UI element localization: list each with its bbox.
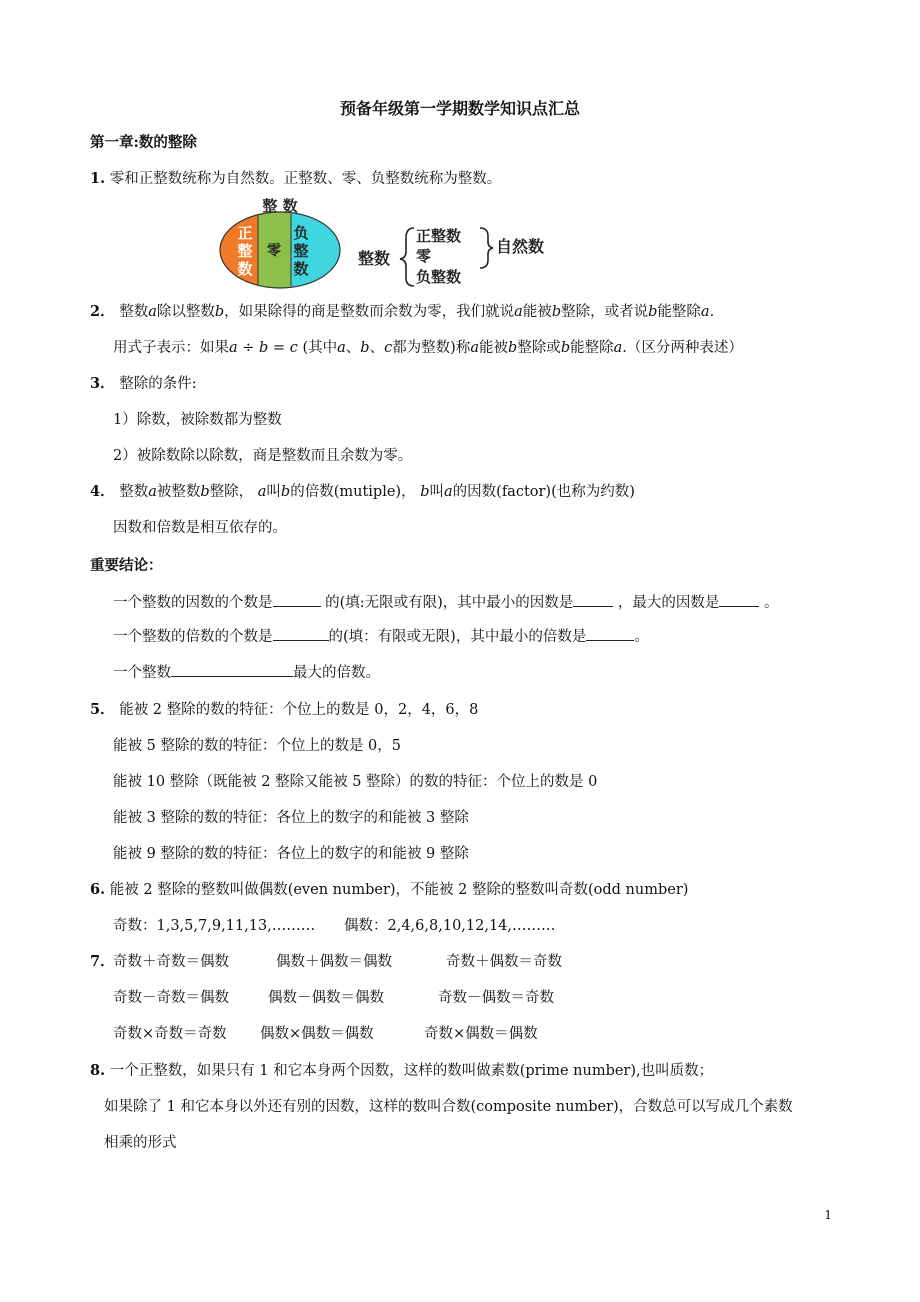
fill-blank[interactable] bbox=[273, 626, 329, 641]
conclusion-line-1 bbox=[113, 592, 779, 613]
section-text: 一个正整数，如果只有 1 和它本身两个因数，这样的数叫做素数(prime number),也叫质数； bbox=[109, 1063, 714, 1079]
text-run: 能被 bbox=[522, 304, 552, 320]
left-brace bbox=[400, 228, 414, 286]
text-run: (其中 bbox=[302, 340, 338, 356]
text-run: 整数 bbox=[119, 304, 149, 320]
pie-right-char: 负 bbox=[293, 224, 309, 242]
integer-classification-figure bbox=[210, 194, 570, 290]
parity-rule: 奇数×偶数＝偶数 bbox=[424, 1026, 538, 1042]
pie-left-char: 整 bbox=[237, 242, 253, 260]
pie-left-char: 数 bbox=[237, 260, 253, 278]
section-number: 6. bbox=[90, 881, 106, 898]
parity-rule: 奇数×奇数＝奇数 bbox=[113, 1026, 227, 1042]
page-title: 预备年级第一学期数学知识点汇总 bbox=[339, 99, 580, 118]
condition-2: 2）被除数除以除数，商是整数而且余数为零。 bbox=[113, 448, 413, 464]
rule-line: 能被 9 整除的数的特征：各位上的数字的和能被 9 整除 bbox=[113, 846, 469, 862]
pie-left-char: 正 bbox=[237, 224, 253, 242]
text-run: 除以整数 bbox=[156, 304, 215, 320]
fill-blank[interactable] bbox=[719, 592, 759, 607]
section-2-line-2: 用式子表示：如果a ÷ b = c (其中a、b、c都为整数)称a能被b整除或b能整除a.（区分两种表述） bbox=[113, 340, 743, 356]
pie-title: 整 数 bbox=[262, 197, 298, 215]
brace-right-label: 自然数 bbox=[496, 237, 545, 256]
brace-item: 零 bbox=[416, 247, 432, 265]
section-text: 能被 2 整除的数的特征：个位上的数是 0，2，4，6，8 bbox=[119, 702, 479, 718]
odd-examples: 奇数：1,3,5,7,9,11,13,……… bbox=[113, 918, 316, 934]
text-run: 最大的倍数。 bbox=[293, 665, 380, 681]
fill-blank[interactable] bbox=[573, 592, 613, 607]
even-examples: 偶数：2,4,6,8,10,12,14,……… bbox=[344, 918, 556, 934]
text-run: 被整数 bbox=[156, 484, 201, 500]
text-run: 。 bbox=[634, 629, 649, 645]
text-run: 能整除 bbox=[657, 304, 701, 320]
text-run: 叫 bbox=[266, 484, 281, 500]
pie-right-char: 整 bbox=[293, 242, 309, 260]
section-2-line-1: 2． 整数a除以整数b，如果除得的商是整数而余数为零，我们就说a能被b整除，或者说b能整除a. bbox=[90, 303, 715, 320]
text-run: 、 bbox=[345, 340, 361, 356]
fill-blank[interactable] bbox=[273, 592, 321, 607]
page-number: 1 bbox=[824, 1208, 832, 1222]
section-3 bbox=[90, 374, 197, 394]
rule-line: 能被 10 整除（既能被 2 整除又能被 5 整除）的数的特征：个位上的数是 0 bbox=[113, 774, 598, 790]
text-run: .（区分两种表述） bbox=[622, 340, 743, 356]
text-run: 的(填：有限或无限)，其中最小的倍数是 bbox=[328, 629, 587, 645]
fill-blank[interactable] bbox=[586, 626, 634, 641]
pie-mid-char: 零 bbox=[267, 243, 281, 259]
text-run: 的(填:无限或有限)，其中最小的因数是 bbox=[325, 595, 574, 611]
section-number: 8. bbox=[90, 1062, 106, 1079]
section-6 bbox=[90, 880, 688, 900]
text-run: 整除， bbox=[209, 484, 254, 500]
section-8-line-3: 相乘的形式 bbox=[104, 1135, 177, 1151]
text-run: ，如果除得的商是整数而余数为零，我们就说 bbox=[224, 304, 515, 320]
rule-line: 能被 5 整除的数的特征：个位上的数是 0，5 bbox=[113, 738, 402, 754]
section-number: 4． bbox=[90, 483, 115, 500]
brace-left-label: 整数 bbox=[358, 249, 391, 268]
section-8-line-2: 如果除了 1 和它本身以外还有别的因数，这样的数叫合数(composite number)，合数总可以写成几个素数 bbox=[104, 1099, 793, 1115]
text-run: 叫 bbox=[429, 484, 444, 500]
section-1 bbox=[90, 169, 501, 189]
parity-rule: 奇数－奇数＝偶数 bbox=[113, 990, 229, 1006]
parity-rule: 奇数－偶数＝奇数 bbox=[438, 990, 554, 1006]
chapter-heading: 第一章:数的整除 bbox=[90, 134, 197, 151]
text-run: 一个整数的倍数的个数是 bbox=[113, 629, 273, 645]
section-number: 1. bbox=[90, 170, 106, 187]
fill-blank[interactable] bbox=[171, 662, 293, 677]
text-run: 能整除 bbox=[570, 340, 614, 356]
parity-rule: 偶数＋偶数＝偶数 bbox=[276, 954, 392, 970]
text-run: 整除，或者说 bbox=[561, 304, 649, 320]
rule-line: 能被 3 整除的数的特征：各位上的数字的和能被 3 整除 bbox=[113, 810, 469, 826]
conclusion-line-3 bbox=[113, 662, 380, 683]
section-number: 5． bbox=[90, 701, 115, 718]
text-run: 整除或 bbox=[517, 340, 561, 356]
right-brace bbox=[480, 228, 493, 268]
text-run: 都为整数)称 bbox=[392, 340, 471, 356]
text-run: 能被 bbox=[479, 340, 509, 356]
text-run: 一个整数 bbox=[113, 665, 171, 681]
parity-rule: 偶数－偶数＝偶数 bbox=[268, 990, 384, 1006]
section-text: 零和正整数统称为自然数。正整数、零、负整数统称为整数。 bbox=[109, 171, 502, 187]
condition-1: 1）除数，被除数都为整数 bbox=[113, 412, 282, 428]
section-4-line-2: 因数和倍数是相互依存的。 bbox=[113, 520, 287, 536]
section-5 bbox=[90, 700, 478, 720]
section-text: 能被 2 整除的整数叫做偶数(even number)，不能被 2 整除的整数叫奇数(odd number) bbox=[109, 882, 689, 898]
text-run: 、 bbox=[369, 340, 385, 356]
section-7-number bbox=[90, 952, 115, 972]
pie-right-char: 数 bbox=[293, 260, 309, 278]
section-4: 4． 整数a被整数b整除， a叫b的倍数(mutiple)， b叫a的因数(factor)(也称为约数) bbox=[90, 483, 635, 500]
parity-rule: 奇数＋奇数＝偶数 bbox=[113, 954, 229, 970]
conclusion-heading: 重要结论： bbox=[90, 557, 163, 574]
brace-item: 负整数 bbox=[416, 268, 462, 286]
text-run: ，最大的因数是 bbox=[617, 595, 720, 611]
brace-item: 正整数 bbox=[416, 227, 462, 245]
section-number: 2． bbox=[90, 303, 115, 320]
text-run: 的因数(factor)(也称为约数) bbox=[452, 484, 635, 500]
section-number: 7． bbox=[90, 953, 115, 970]
text-run: 的倍数(mutiple)， bbox=[290, 484, 416, 500]
section-number: 3． bbox=[90, 375, 115, 392]
section-8 bbox=[90, 1061, 713, 1081]
conclusion-line-2 bbox=[113, 626, 649, 647]
text-run: 整数 bbox=[119, 484, 149, 500]
text-run: 用式子表示：如果 bbox=[113, 340, 229, 356]
section-text: 整除的条件: bbox=[119, 376, 197, 392]
parity-rule: 奇数＋偶数＝奇数 bbox=[446, 954, 562, 970]
text-run: 。 bbox=[764, 595, 779, 611]
text-run: 一个整数的因数的个数是 bbox=[113, 595, 273, 611]
parity-rule: 偶数×偶数＝偶数 bbox=[260, 1026, 374, 1042]
